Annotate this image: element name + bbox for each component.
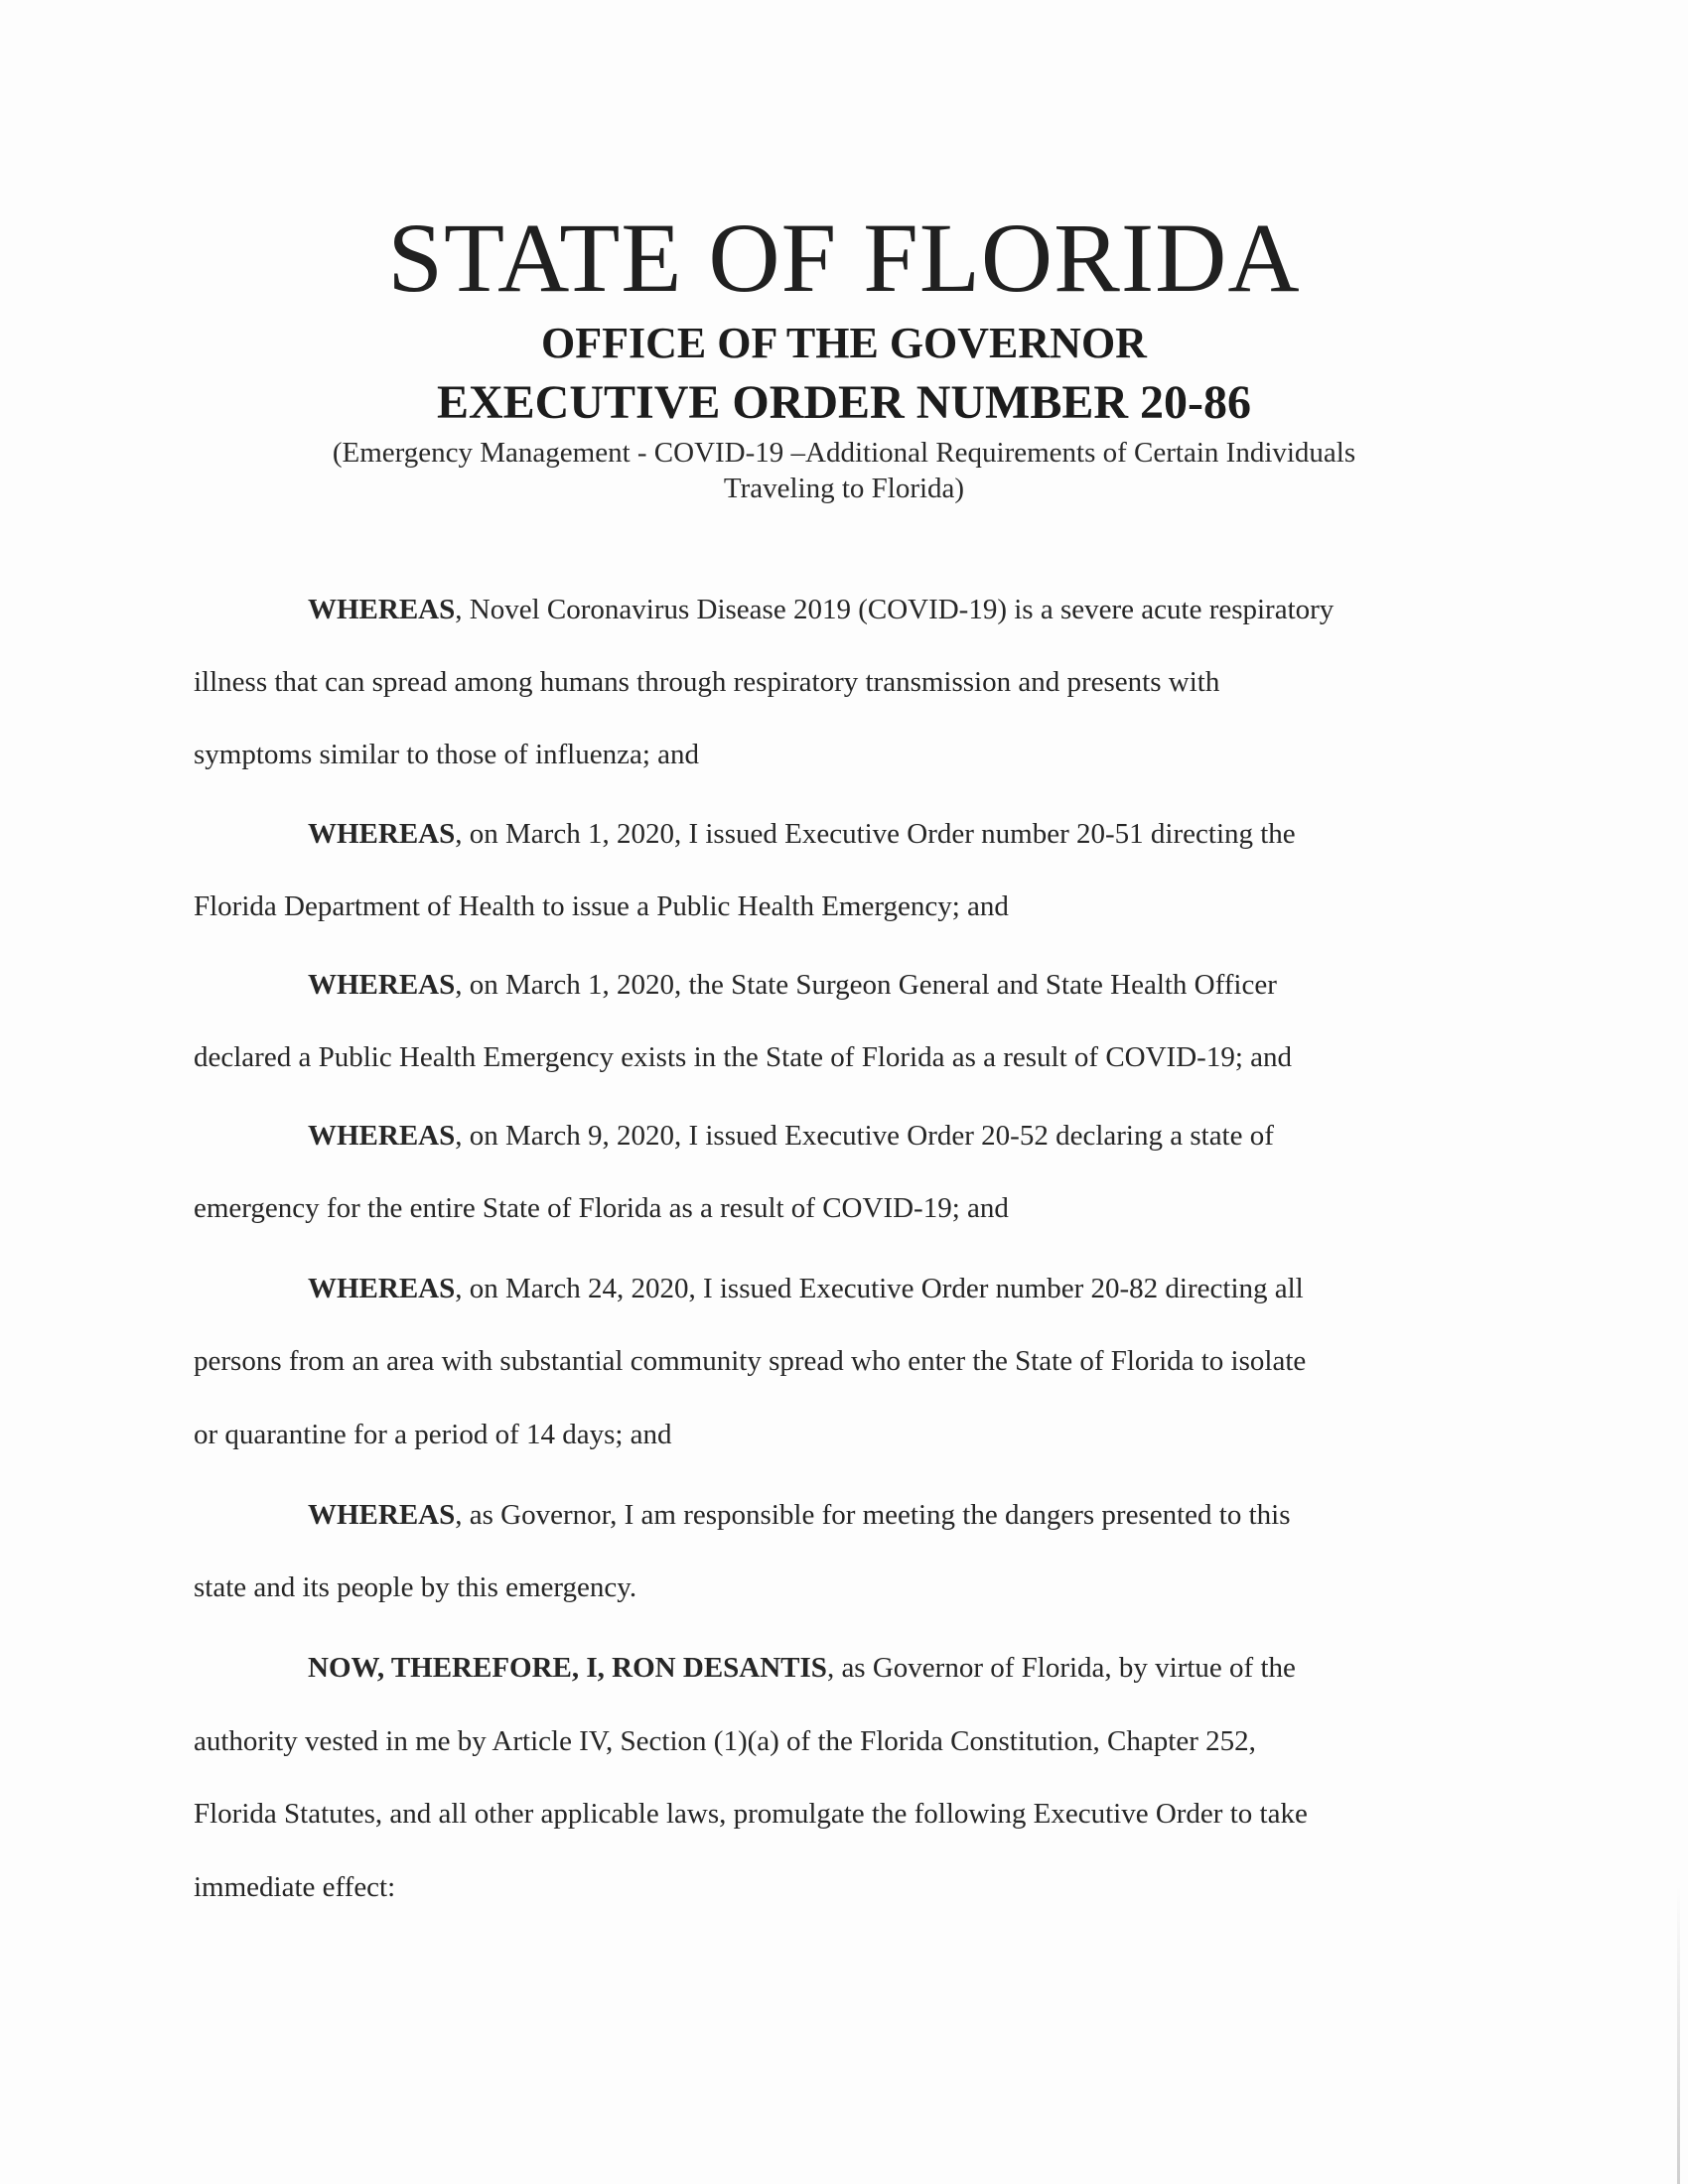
paragraph-text: , Novel Coronavirus Disease 2019 (COVID-19) is a severe acute respiratory	[455, 594, 1335, 625]
executive-order-title: EXECUTIVE ORDER NUMBER 20-86	[436, 376, 1252, 429]
order-subtitle	[0, 435, 1688, 506]
paragraph-7-line-2: authority vested in me by Article IV, Section (1)(a) of the Florida Constitution, Chapter 252,	[194, 1725, 1256, 1757]
paragraph-text: , as Governor of Florida, by virtue of the	[826, 1652, 1296, 1684]
subtitle-line-1: (Emergency Management - COVID-19 –Additional Requirements of Certain Individuals	[332, 437, 1356, 469]
scan-edge-shadow	[1677, 1886, 1680, 2184]
paragraph-lead: NOW, THEREFORE, I, RON DESANTIS	[308, 1652, 827, 1684]
paragraph-lead: WHEREAS	[308, 1499, 456, 1531]
paragraph-4-line-2: emergency for the entire State of Florida as a result of COVID-19; and	[194, 1192, 1009, 1224]
paragraph-3-line-1	[308, 969, 1277, 1002]
paragraph-text: , on March 9, 2020, I issued Executive Order 20-52 declaring a state of	[455, 1120, 1274, 1152]
paragraph-5-line-1	[308, 1273, 1304, 1305]
paragraph-7-line-4: immediate effect:	[194, 1871, 396, 1903]
paragraph-7-line-1	[308, 1652, 1296, 1685]
paragraph-5-line-2: persons from an area with substantial community spread who enter the State of Florida to isolate	[194, 1345, 1307, 1377]
office-title: OFFICE OF THE GOVERNOR	[541, 319, 1147, 367]
paragraph-1-line-3: symptoms similar to those of influenza; and	[194, 739, 700, 770]
paragraph-6-line-1	[308, 1499, 1290, 1532]
paragraph-text: , on March 24, 2020, I issued Executive Order number 20-82 directing all	[455, 1273, 1304, 1304]
paragraph-1-line-2: illness that can spread among humans through respiratory transmission and presents with	[194, 666, 1220, 698]
paragraph-text: , on March 1, 2020, I issued Executive Order number 20-51 directing the	[455, 818, 1296, 850]
paragraph-lead: WHEREAS	[308, 1273, 456, 1304]
subtitle-line-2: Traveling to Florida)	[723, 473, 965, 504]
paragraph-3-line-2: declared a Public Health Emergency exists in the State of Florida as a result of COVID-19; and	[194, 1041, 1292, 1073]
paragraph-lead: WHEREAS	[308, 818, 456, 850]
paragraph-1-line-1	[308, 594, 1334, 626]
state-title: STATE OF FLORIDA	[387, 203, 1301, 313]
paragraph-7-line-3: Florida Statutes, and all other applicable laws, promulgate the following Executive Order to take	[194, 1798, 1308, 1830]
paragraph-lead: WHEREAS	[308, 1120, 456, 1152]
paragraph-lead: WHEREAS	[308, 594, 456, 625]
paragraph-5-line-3: or quarantine for a period of 14 days; and	[194, 1419, 672, 1450]
paragraph-6-line-2: state and its people by this emergency.	[194, 1571, 637, 1603]
paragraph-2-line-1	[308, 818, 1296, 851]
paragraph-text: , on March 1, 2020, the State Surgeon General and State Health Officer	[455, 969, 1277, 1001]
paragraph-2-line-2: Florida Department of Health to issue a Public Health Emergency; and	[194, 890, 1009, 922]
paragraph-text: , as Governor, I am responsible for meeting the dangers presented to this	[455, 1499, 1291, 1531]
paragraph-4-line-1	[308, 1120, 1274, 1153]
paragraph-lead: WHEREAS	[308, 969, 456, 1001]
